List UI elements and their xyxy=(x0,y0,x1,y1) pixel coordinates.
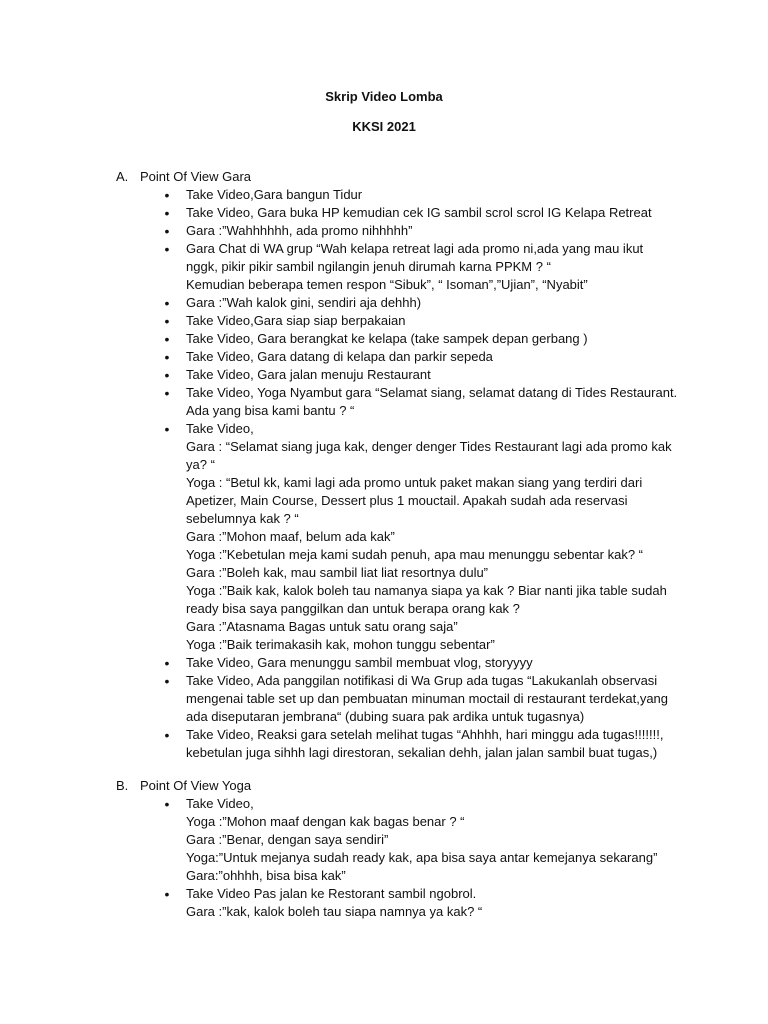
list-item-line: Gara : “Selamat siang juga kak, denger denger Tides Restaurant lagi ada promo kak xyxy=(186,439,672,454)
list-item xyxy=(116,654,716,672)
list-item xyxy=(116,294,716,312)
bullet-icon: • xyxy=(164,421,170,437)
list-item xyxy=(116,366,716,384)
bullet-list xyxy=(116,795,716,921)
list-item-line: Apetizer, Main Course, Dessert plus 1 mouctail. Apakah sudah ada reservasi xyxy=(186,493,628,508)
list-item xyxy=(116,186,716,204)
list-item-line: Gara :”kak, kalok boleh tau siapa namnya ya kak? “ xyxy=(186,904,483,919)
list-item-line: Ada yang bisa kami bantu ? “ xyxy=(186,403,355,418)
section-a xyxy=(116,168,716,762)
document-subtitle: KKSI 2021 xyxy=(352,119,416,134)
section-heading xyxy=(116,777,716,795)
list-item-line: Take Video, xyxy=(186,796,254,811)
list-item xyxy=(116,312,716,330)
list-item xyxy=(116,348,716,366)
bullet-icon: • xyxy=(164,385,170,401)
list-item xyxy=(116,885,716,921)
bullet-icon: • xyxy=(164,367,170,383)
section-title: Point Of View Yoga xyxy=(140,778,252,793)
list-item-line: Yoga :”Mohon maaf dengan kak bagas benar ? “ xyxy=(186,814,465,829)
list-item-line: Take Video, Gara berangkat ke kelapa (take sampek depan gerbang ) xyxy=(186,331,588,346)
list-item-line: Take Video, Gara jalan menuju Restaurant xyxy=(186,367,431,382)
bullet-icon: • xyxy=(164,223,170,239)
bullet-icon: • xyxy=(164,205,170,221)
list-item-line: Take Video, Gara datang di kelapa dan parkir sepeda xyxy=(186,349,493,364)
list-item-line: Yoga :”Kebetulan meja kami sudah penuh, apa mau menunggu sebentar kak? “ xyxy=(186,547,643,562)
section-letter: B. xyxy=(116,778,129,793)
section-heading xyxy=(116,168,716,186)
bullet-icon: • xyxy=(164,313,170,329)
bullet-icon: • xyxy=(164,241,170,257)
list-item xyxy=(116,420,716,654)
list-item-line: Gara :”Mohon maaf, belum ada kak” xyxy=(186,529,395,544)
list-item xyxy=(116,795,716,885)
list-item-line: mengenai table set up dan pembuatan minuman moctail di restaurant terdekat,yang xyxy=(186,691,669,706)
list-item-line: Take Video,Gara siap siap berpakaian xyxy=(186,313,406,328)
list-item-line: Kemudian beberapa temen respon “Sibuk”, “ Isoman”,”Ujian”, “Nyabit” xyxy=(186,277,588,292)
list-item-line: Gara :”Benar, dengan saya sendiri” xyxy=(186,832,389,847)
list-item-line: Gara :”Wahhhhhh, ada promo nihhhhh” xyxy=(186,223,413,238)
bullet-icon: • xyxy=(164,673,170,689)
section-title: Point Of View Gara xyxy=(140,169,252,184)
list-item-line: Yoga : “Betul kk, kami lagi ada promo untuk paket makan siang yang terdiri dari xyxy=(186,475,643,490)
list-item-line: kebetulan juga sihhh lagi direstoran, sekalian dehh, jalan jalan sambil buat tugas,) xyxy=(186,745,658,760)
list-item-line: ready bisa saya panggilkan dan untuk berapa orang kak ? xyxy=(186,601,520,616)
bullet-icon: • xyxy=(164,349,170,365)
list-item-line: Gara :”Boleh kak, mau sambil liat liat resortnya dulu” xyxy=(186,565,489,580)
list-item xyxy=(116,726,716,762)
list-item-line: Yoga :”Baik terimakasih kak, mohon tunggu sebentar” xyxy=(186,637,495,652)
list-item-line: sebelumnya kak ? “ xyxy=(186,511,299,526)
list-item-line: Take Video, Ada panggilan notifikasi di Wa Grup ada tugas “Lakukanlah observasi xyxy=(186,673,658,688)
list-item-line: Yoga:”Untuk mejanya sudah ready kak, apa bisa saya antar kemejanya sekarang” xyxy=(186,850,658,865)
list-item-line: Take Video, Yoga Nyambut gara “Selamat siang, selamat datang di Tides Restaurant. xyxy=(186,385,678,400)
list-item xyxy=(116,384,716,420)
list-item-line: Gara :”Wah kalok gini, sendiri aja dehhh) xyxy=(186,295,422,310)
list-item-line: nggk, pikir pikir sambil ngilangin jenuh dirumah karna PPKM ? “ xyxy=(186,259,551,274)
section-b xyxy=(116,777,716,921)
bullet-icon: • xyxy=(164,796,170,812)
document-title: Skrip Video Lomba xyxy=(325,89,443,104)
list-item-line: Take Video, Gara buka HP kemudian cek IG sambil scrol scrol IG Kelapa Retreat xyxy=(186,205,652,220)
bullet-icon: • xyxy=(164,331,170,347)
list-item-line: Take Video, xyxy=(186,421,254,436)
list-item xyxy=(116,240,716,294)
bullet-icon: • xyxy=(164,886,170,902)
list-item-line: Take Video, Gara menunggu sambil membuat vlog, storyyyy xyxy=(186,655,533,670)
list-item-line: Take Video, Reaksi gara setelah melihat tugas “Ahhhh, hari minggu ada tugas!!!!!!!, xyxy=(186,727,664,742)
section-letter: A. xyxy=(116,169,129,184)
list-item-line: ya? “ xyxy=(186,457,215,472)
bullet-icon: • xyxy=(164,655,170,671)
list-item-line: Take Video,Gara bangun Tidur xyxy=(186,187,363,202)
list-item-line: Yoga :”Baik kak, kalok boleh tau namanya siapa ya kak ? Biar nanti jika table sudah xyxy=(186,583,667,598)
list-item-line: ada diseputaran jembrana“ (dubing suara pak ardika untuk tugasnya) xyxy=(186,709,585,724)
bullet-icon: • xyxy=(164,187,170,203)
list-item xyxy=(116,330,716,348)
list-item xyxy=(116,222,716,240)
list-item xyxy=(116,672,716,726)
bullet-icon: • xyxy=(164,727,170,743)
bullet-icon: • xyxy=(164,295,170,311)
bullet-list xyxy=(116,186,716,762)
list-item-line: Gara Chat di WA grup “Wah kelapa retreat lagi ada promo ni,ada yang mau ikut xyxy=(186,241,644,256)
list-item xyxy=(116,204,716,222)
list-item-line: Gara:”ohhhh, bisa bisa kak” xyxy=(186,868,346,883)
list-item-line: Gara :”Atasnama Bagas untuk satu orang saja” xyxy=(186,619,458,634)
list-item-line: Take Video Pas jalan ke Restorant sambil ngobrol. xyxy=(186,886,477,901)
